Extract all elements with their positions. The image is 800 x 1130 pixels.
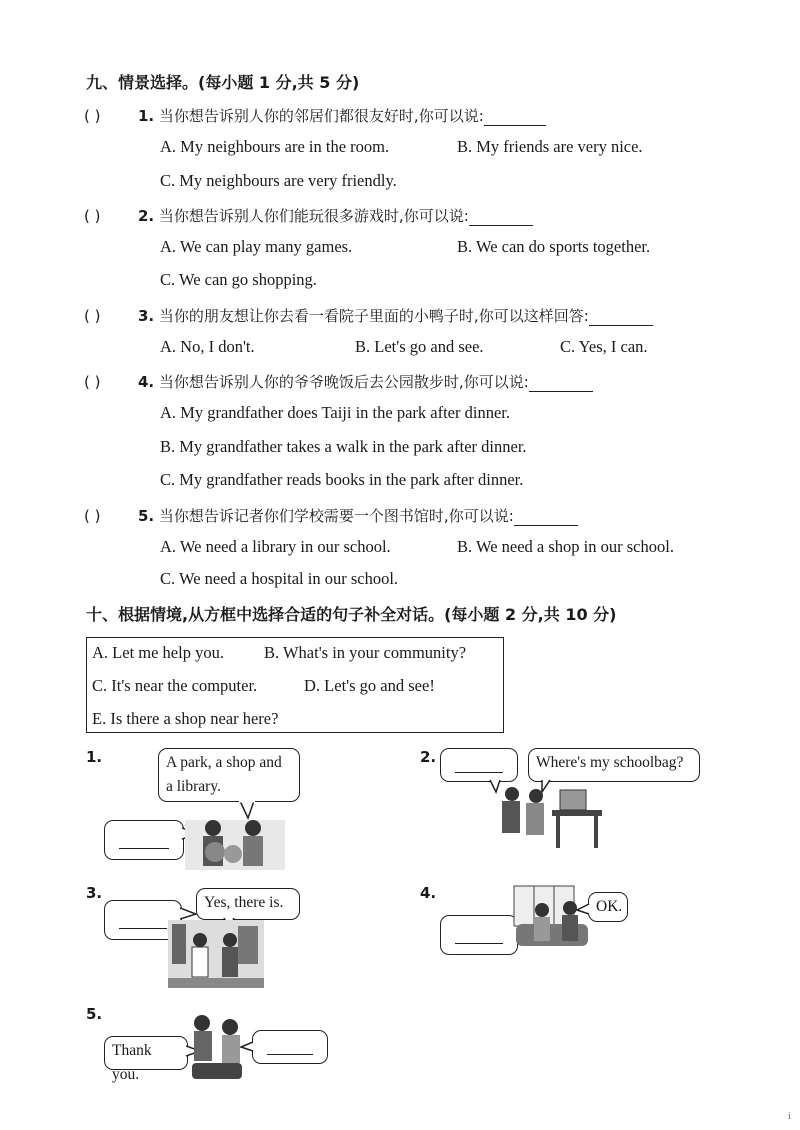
bubble-tail bbox=[576, 902, 590, 916]
question-prompt: 当你的朋友想让你去看一看院子里面的小鸭子时,你可以这样回答: bbox=[158, 307, 589, 325]
answer-parens[interactable]: ( ) bbox=[84, 373, 101, 391]
bubble-line: Thank you. bbox=[112, 1042, 152, 1083]
choice-e: E. Is there a shop near here? bbox=[92, 709, 279, 728]
question-5 bbox=[84, 505, 578, 526]
speech-bubble-3 bbox=[196, 888, 300, 920]
picture-5-number: 5. bbox=[86, 1005, 103, 1023]
answer-blank[interactable] bbox=[589, 309, 653, 326]
question-prompt: 当你想告诉记者你们学校需要一个图书馆时,你可以说: bbox=[158, 507, 514, 525]
answer-blank[interactable] bbox=[469, 209, 533, 226]
answer-blank[interactable] bbox=[514, 509, 578, 526]
answer-bubble-5[interactable] bbox=[252, 1030, 328, 1064]
option-a: A. We can play many games. bbox=[160, 237, 353, 256]
question-prompt: 当你想告诉别人你们能玩很多游戏时,你可以说: bbox=[158, 207, 469, 225]
speech-bubble-5 bbox=[104, 1036, 188, 1083]
bubble-line: a library. bbox=[166, 778, 221, 795]
section-9-title: 九、情景选择。(每小题 1 分,共 5 分) bbox=[86, 73, 360, 92]
bubble-line: OK. bbox=[596, 898, 623, 915]
question-1 bbox=[84, 105, 546, 126]
speech-bubble-2 bbox=[528, 748, 700, 782]
question-number: 4. bbox=[138, 373, 155, 391]
picture-2-number: 2. bbox=[420, 748, 437, 766]
answer-blank[interactable] bbox=[529, 375, 593, 392]
option-a: A. My grandfather does Taiji in the park after dinner. bbox=[160, 403, 510, 422]
picture-1-number: 1. bbox=[86, 748, 103, 766]
answer-parens[interactable]: ( ) bbox=[84, 107, 101, 125]
option-c: C. We can go shopping. bbox=[160, 270, 317, 289]
page-corner-mark: i bbox=[788, 1112, 791, 1122]
answer-bubble-4[interactable] bbox=[440, 915, 518, 955]
option-a: A. We need a library in our school. bbox=[160, 537, 391, 556]
question-4 bbox=[84, 371, 593, 392]
answer-bubble-1[interactable] bbox=[104, 820, 184, 860]
option-b: B. Let's go and see. bbox=[355, 337, 484, 356]
option-c: C. Yes, I can. bbox=[560, 337, 648, 356]
section-10-title: 十、根据情境,从方框中选择合适的句子补全对话。(每小题 2 分,共 10 分) bbox=[86, 605, 617, 624]
choice-b: B. What's in your community? bbox=[264, 643, 467, 662]
picture-4-number: 4. bbox=[420, 884, 437, 902]
option-c: C. My neighbours are very friendly. bbox=[160, 171, 397, 190]
picture-2-scene bbox=[496, 780, 606, 850]
question-number: 2. bbox=[138, 207, 155, 225]
answer-parens[interactable]: ( ) bbox=[84, 307, 101, 325]
answer-parens[interactable]: ( ) bbox=[84, 207, 101, 225]
speech-bubble-4 bbox=[588, 892, 628, 922]
option-b: B. My grandfather takes a walk in the park after dinner. bbox=[160, 437, 527, 456]
choice-c: C. It's near the computer. bbox=[92, 676, 258, 695]
choice-a: A. Let me help you. bbox=[92, 643, 224, 662]
speech-bubble-1 bbox=[158, 748, 300, 802]
option-c: C. My grandfather reads books in the park after dinner. bbox=[160, 470, 524, 489]
question-2 bbox=[84, 205, 533, 226]
bubble-line: Yes, there is. bbox=[204, 894, 284, 911]
picture-3-scene bbox=[168, 920, 264, 988]
answer-bubble-2[interactable] bbox=[440, 748, 518, 782]
picture-3-number: 3. bbox=[86, 884, 103, 902]
option-c: C. We need a hospital in our school. bbox=[160, 569, 399, 588]
bubble-tail bbox=[240, 1040, 254, 1054]
answer-parens[interactable]: ( ) bbox=[84, 507, 101, 525]
choice-d: D. Let's go and see! bbox=[304, 676, 435, 695]
question-prompt: 当你想告诉别人你的爷爷晚饭后去公园散步时,你可以说: bbox=[158, 373, 529, 391]
option-b: B. We can do sports together. bbox=[457, 237, 651, 256]
question-prompt: 当你想告诉别人你的邻居们都很友好时,你可以说: bbox=[158, 107, 484, 125]
option-a: A. No, I don't. bbox=[160, 337, 255, 356]
bubble-line: A park, a shop and bbox=[166, 754, 282, 771]
bubble-line: Where's my schoolbag? bbox=[536, 754, 684, 771]
question-number: 5. bbox=[138, 507, 155, 525]
option-b: B. We need a shop in our school. bbox=[457, 537, 674, 556]
option-b: B. My friends are very nice. bbox=[457, 137, 643, 156]
option-a: A. My neighbours are in the room. bbox=[160, 137, 390, 156]
answer-blank[interactable] bbox=[484, 109, 546, 126]
question-3 bbox=[84, 305, 653, 326]
picture-1-scene bbox=[185, 810, 285, 870]
question-number: 3. bbox=[138, 307, 155, 325]
question-number: 1. bbox=[138, 107, 155, 125]
